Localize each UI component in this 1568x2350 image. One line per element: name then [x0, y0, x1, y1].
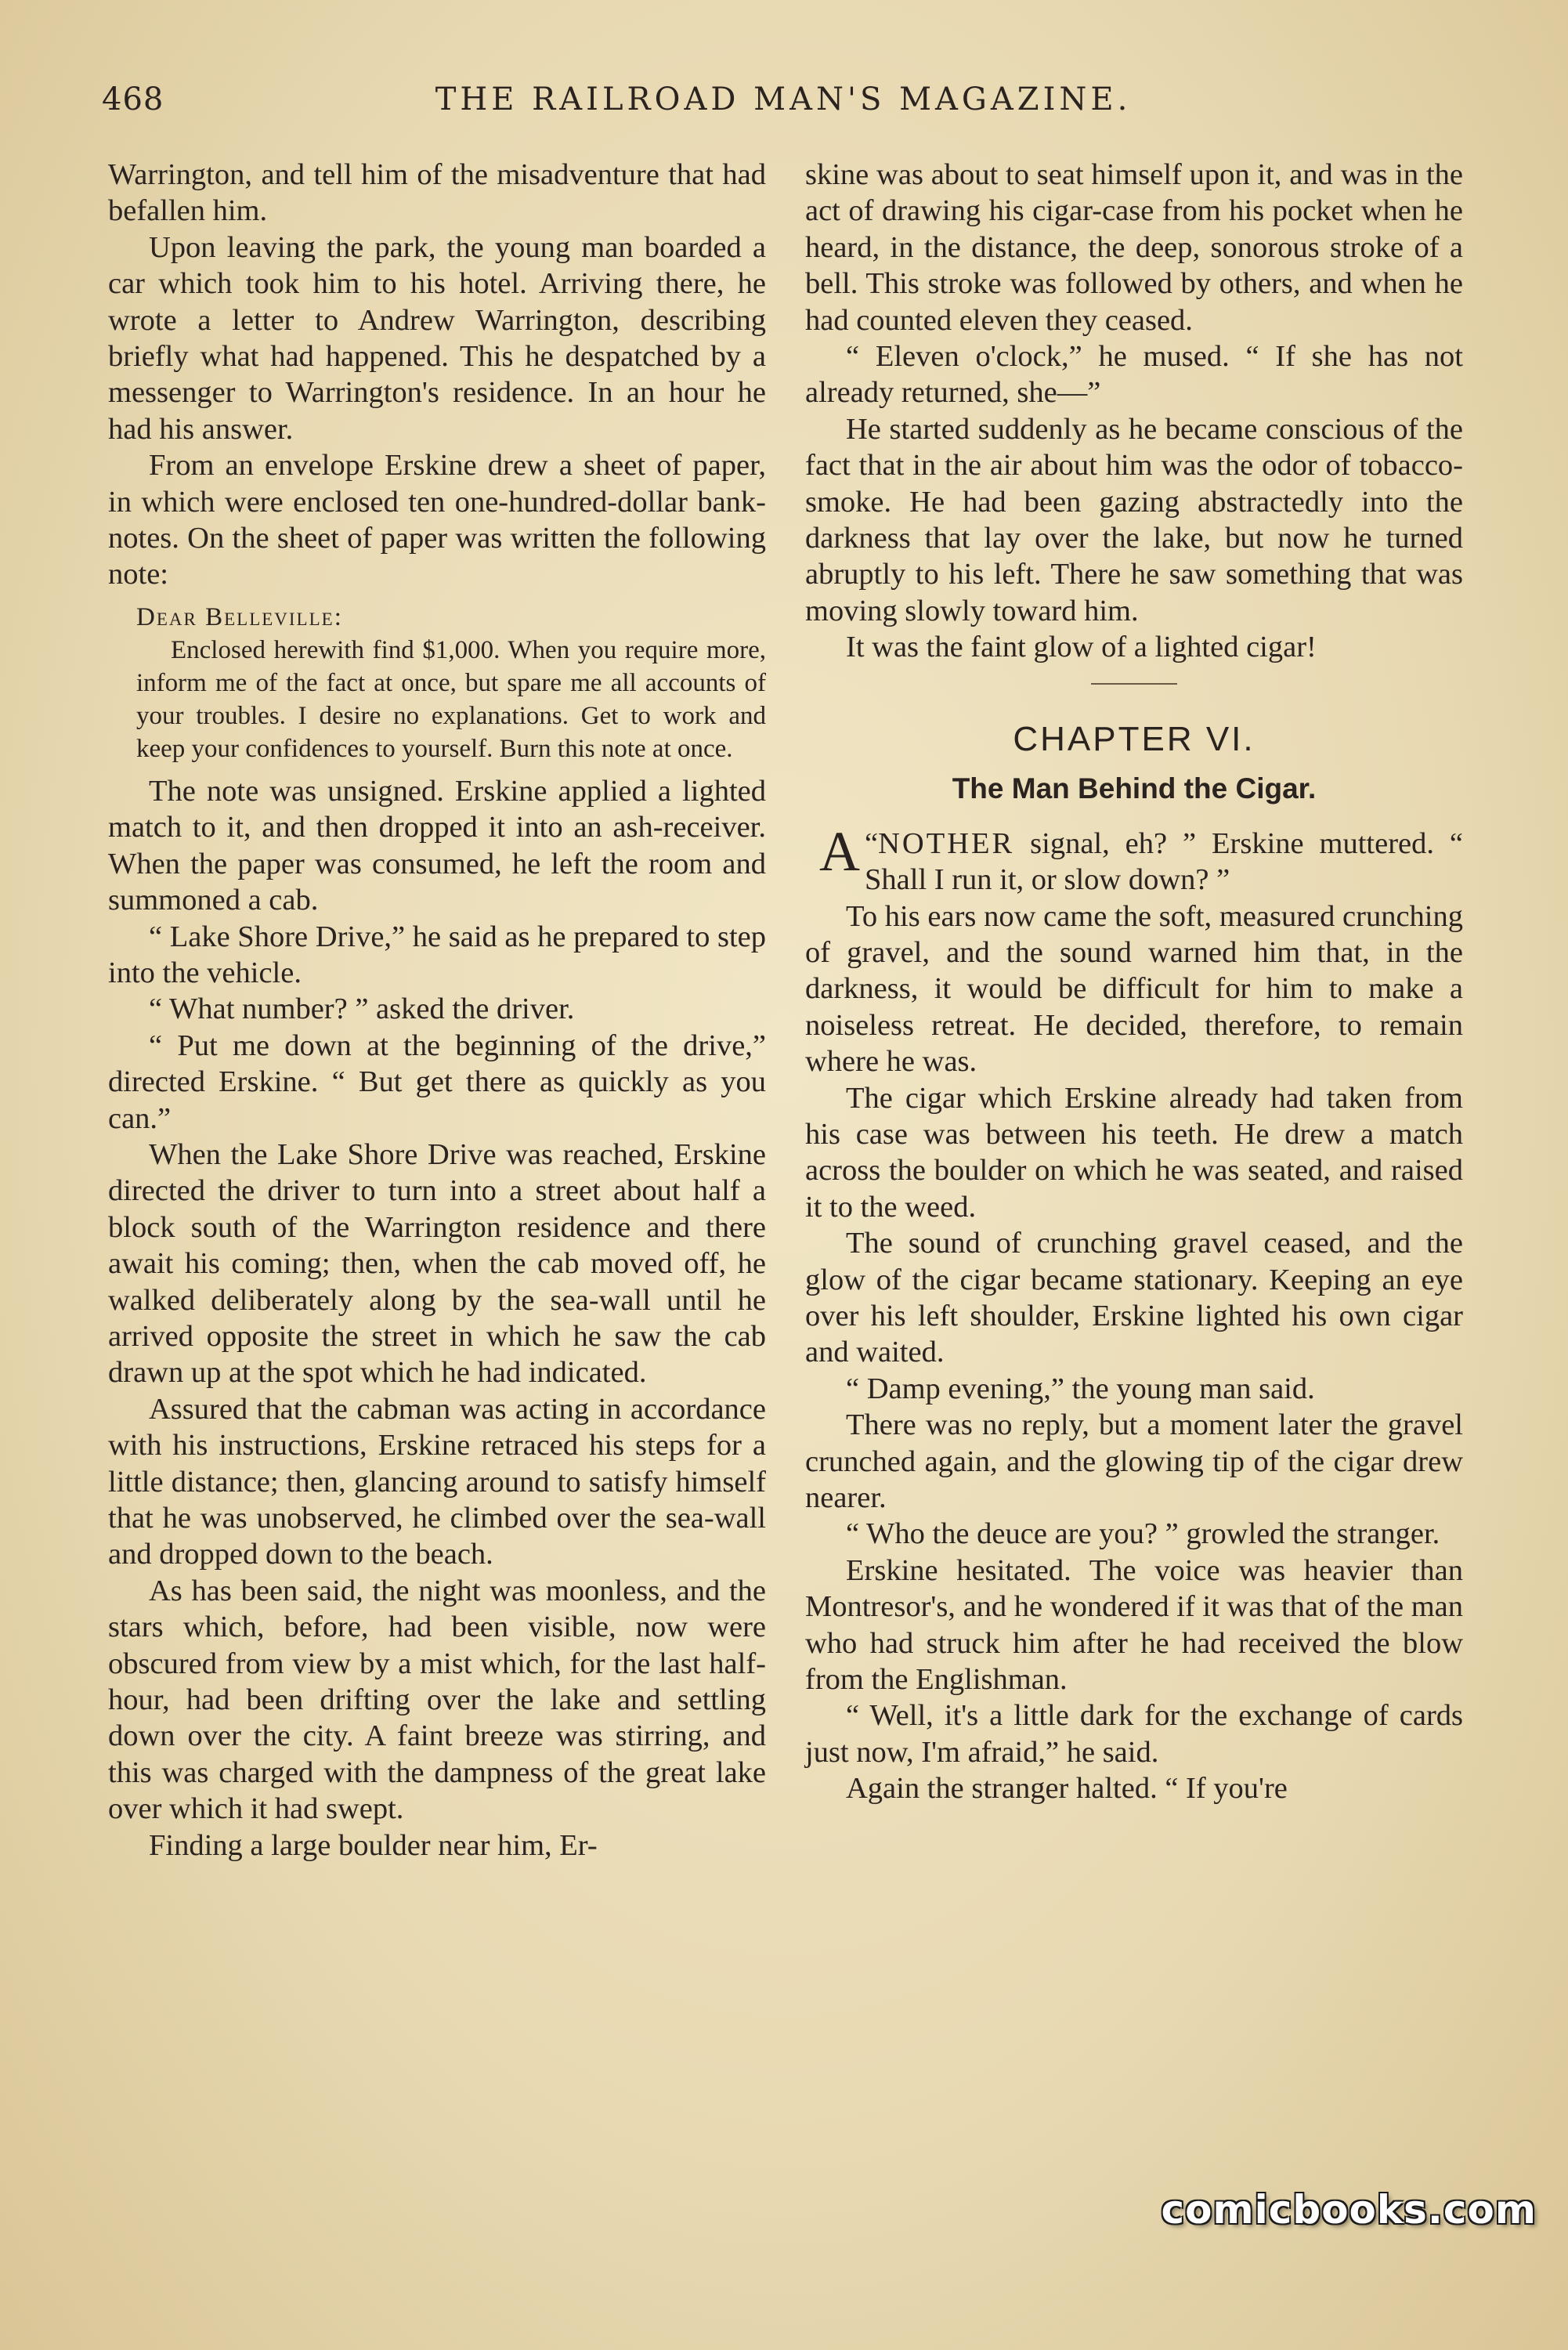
- paragraph: When the Lake Shore Drive was reached, Erskine directed the driver to turn into a street about half a block south of the Warrington residence and there await his coming; then, when the cab moved off, he walked deliberately along by the sea-wall until he arrived opposite the street in which he saw the cab drawn up at the spot which he had indicated.: [108, 1137, 766, 1390]
- paragraph: From an envelope Erskine drew a sheet of paper, in which were enclosed ten one-hundred-dollar bank-notes. On the sheet of paper was written the following note:: [108, 449, 766, 591]
- paragraph: skine was about to seat himself upon it, and was in the act of drawing his cigar-case from his pocket when he heard, in the distance, the deep, sonorous stroke of a bell. This stroke was followed by others, and when he had counted eleven they ceased.: [805, 158, 1463, 337]
- paragraph: It was the faint glow of a lighted cigar!: [846, 631, 1317, 664]
- chapter-title: CHAPTER VI.: [1013, 719, 1255, 758]
- paragraph: The sound of crunching gravel ceased, and the glow of the cigar became stationary. Keeping an eye over his left shoulder, Erskine lighted his own cigar and waited.: [805, 1227, 1463, 1369]
- section-divider: [1091, 683, 1177, 685]
- quoted-letter: [108, 601, 766, 765]
- paragraph: “ Lake Shore Drive,” he said as he prepared to step into the vehicle.: [108, 920, 766, 989]
- paragraph: Upon leaving the park, the young man boarded a car which took him to his hotel. Arriving there, he wrote a letter to Andrew Warrington, describing briefly what had happened. This he despatched by a messenger to Warrington's residence. In an hour he had his answer.: [108, 230, 766, 446]
- paragraph: “ Eleven o'clock,” he mused. “ If she has not already returned, she—”: [805, 340, 1463, 410]
- paragraph: “ What number? ” asked the driver.: [149, 992, 575, 1026]
- paragraph: There was no reply, but a moment later the gravel crunched again, and the glowing tip of the cigar drew nearer.: [805, 1408, 1463, 1514]
- small-caps-lead: NOTHER: [878, 826, 1015, 860]
- paragraph: Again the stranger halted. “ If you're: [846, 1772, 1288, 1806]
- paragraph: “ Damp evening,” the young man said.: [846, 1372, 1315, 1405]
- watermark-logo: comicbooks.com: [1161, 2187, 1537, 2232]
- paragraph: “ Well, it's a little dark for the exchange of cards just now, I'm afraid,” he said.: [805, 1699, 1463, 1769]
- paragraph: As has been said, the night was moonless, and the stars which, before, had been visible, now were obscured from view by a mist which, for the last half-hour, had been drifting over the lake and settling down over the city. A faint breeze was stirring, and this was charged with the dampness of the great lake over which it had swept.: [108, 1574, 766, 1826]
- paragraph: “ Who the deuce are you? ” growled the stranger.: [846, 1517, 1440, 1551]
- paragraph: To his ears now came the soft, measured crunching of gravel, and the sound warned him that, in the darkness, it would be difficult for him to make a noiseless retreat. He decided, therefore, to remain where he was.: [805, 899, 1463, 1079]
- paragraph: The cigar which Erskine already had taken from his case was between his teeth. He drew a match across the boulder on which he was seated, and raised it to the weed.: [805, 1081, 1463, 1224]
- paragraph: Finding a large boulder near him, Er-: [149, 1828, 598, 1862]
- paragraph: Assured that the cabman was acting in accordance with his instructions, Erskine retraced his steps for a little distance; then, glancing around to satisfy himself that he was unobserved, he climbed over the sea-wall and dropped down to the beach.: [108, 1392, 766, 1571]
- paragraph: Warrington, and tell him of the misadventure that had befallen him.: [108, 158, 766, 228]
- letter-salutation: Dear Belleville:: [136, 602, 343, 631]
- page-header: [102, 81, 1465, 128]
- paragraph: He started suddenly as he became conscious of the fact that in the air about him was the odor of tobacco-smoke. He had been gazing abstractedly into the darkness that lay over the lake, but now he turned abruptly to his left. There he saw something that was moving slowly toward him.: [805, 412, 1463, 627]
- paragraph: The note was unsigned. Erskine applied a lighted match to it, and then dropped it into an ash-receiver. When the paper was consumed, he left the room and summoned a cab.: [108, 774, 766, 917]
- left-column: [108, 157, 766, 1864]
- chapter-subtitle: The Man Behind the Cigar.: [952, 772, 1317, 804]
- page-number: 468: [102, 81, 164, 118]
- right-column: [805, 157, 1463, 1807]
- opening-quote: “: [865, 826, 879, 860]
- paragraph: Erskine hesitated. The voice was heavier than Montresor's, and he wondered if it was that of the man who had struck him after he had received the blow from the Englishman.: [805, 1553, 1463, 1697]
- chapter-opening-paragraph: [805, 819, 1463, 898]
- paragraph: “ Put me down at the beginning of the drive,” directed Erskine. “ But get there as quickly as you can.”: [108, 1029, 766, 1135]
- opening-text: signal, eh? ” Erskine muttered. “ Shall I run it, or slow down? ”: [865, 826, 1463, 897]
- running-head: THE RAILROAD MAN'S MAGAZINE.: [435, 81, 1132, 118]
- letter-body: Enclosed herewith find $1,000. When you require more, inform me of the fact at once, but spare me all accounts of your troubles. I desire no explanations. Get to work and keep your confidences to yourself. Burn this note at once.: [136, 635, 766, 763]
- drop-cap: A: [819, 819, 860, 883]
